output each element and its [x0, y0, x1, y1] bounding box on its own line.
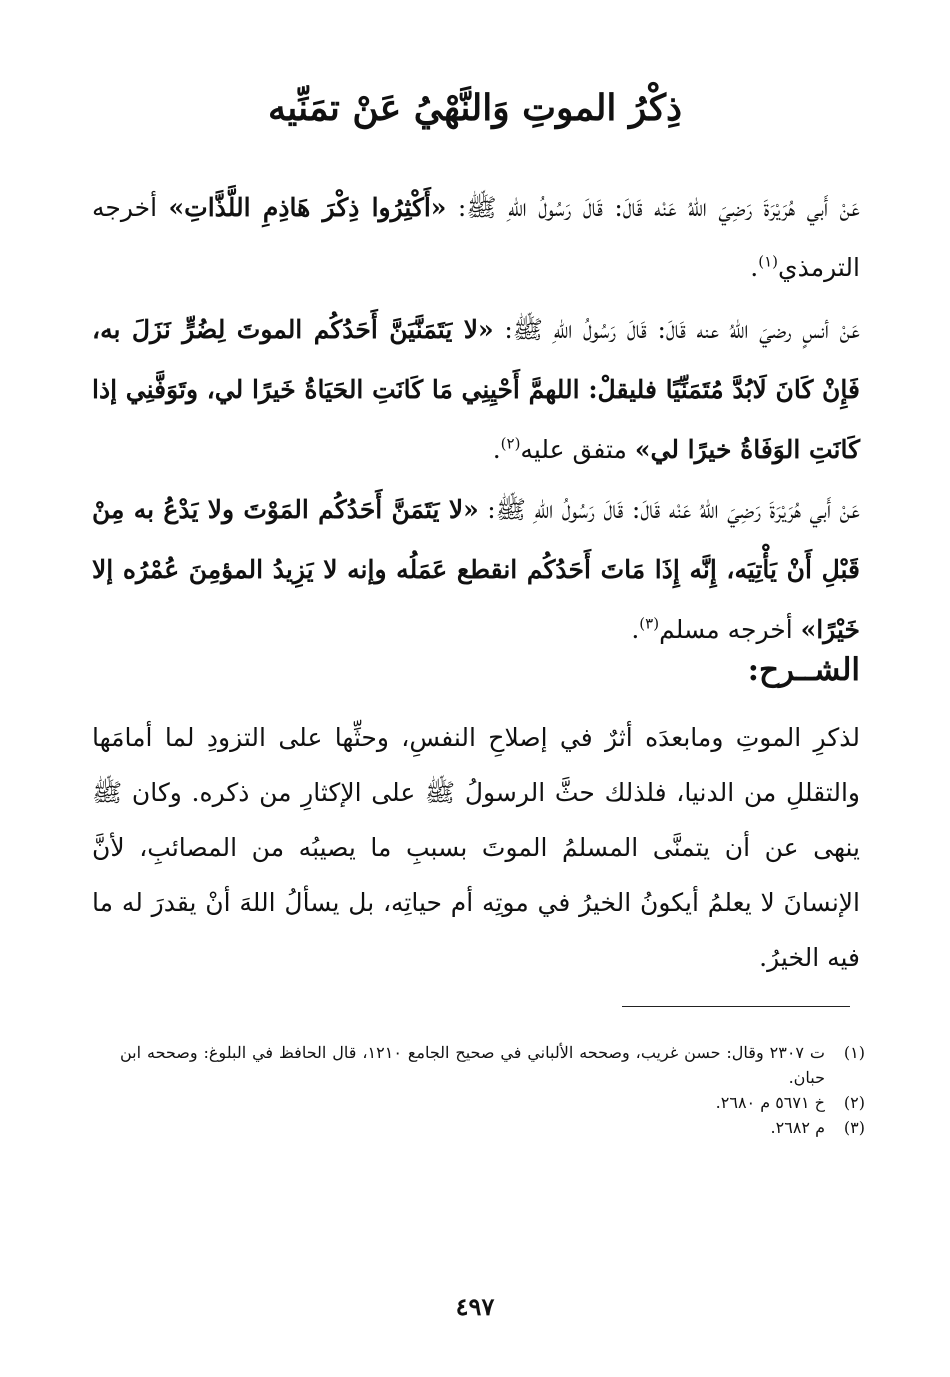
- footnote-ref: (٢): [500, 434, 521, 453]
- sharh-heading: الشــرح:: [747, 652, 860, 688]
- footnotes-list: [120, 1040, 865, 1140]
- footnote-text: خ ٥٦٧١ م ٢٦٨٠.: [715, 1093, 825, 1112]
- prophet-words: «لا يَتَمَنَّيَنَّ أَحَدُكُم الموتَ لِضُرٍّ نَزَلَ به، فَإِنْ كَانَ لَابُدَّ مُتَمَنِّيًا فليقلْ: اللهمَّ أَحْيِنِي مَا كَانَتِ الحَيَاةُ خَيرًا لي، وتَوَفَّنِي إذا كَانَتِ الوَفَاةُ خيرًا لي»: [92, 315, 860, 464]
- hadith-intro: عَنْ أَبي هُرَيْرَةَ رَضِيَ اللهُ عَنْه قَالَ: قَالَ رَسُولُ اللهِ ﷺ:: [446, 193, 860, 222]
- hadith-1: [92, 178, 860, 298]
- hadith-3: [92, 480, 860, 660]
- chapter-title: ذِكْرُ الموتِ وَالنَّهْيُ عَنْ تمَنِّيه: [268, 87, 682, 129]
- hadith-end: .: [492, 435, 501, 464]
- prophet-words: «أَكْثِرُوا ذِكْرَ هَاذِمِ اللَّذَّاتِ»: [168, 193, 447, 222]
- hadith-end: .: [631, 615, 640, 644]
- footnote-item: [120, 1040, 865, 1090]
- footnote-number: (٢): [843, 1093, 865, 1112]
- hadith-intro: عَنْ أنسٍ رضيَ اللهُ عنه قَالَ: قَالَ رَسُولُ اللهِ ﷺ:: [493, 315, 860, 344]
- footnote-ref: (٣): [639, 614, 660, 633]
- prophet-words: «لا يَتَمَنَّ أَحَدُكُم المَوْتَ ولا يَدْعُ به مِنْ قَبْلِ أَنْ يَأْتِيَه، إِنَّه إِذَا مَاتَ أَحَدُكُم انقطع عَمَلُه وإنه لا يَزِيدُ المؤمِنَ عُمْرُه إلا خَيْرًا»: [92, 495, 860, 644]
- page-number: ٤٩٧: [455, 1292, 495, 1321]
- footnote-text: م ٢٦٨٢.: [770, 1118, 825, 1137]
- footnote-ref: (١): [758, 252, 779, 271]
- footnote-number: (١): [843, 1043, 865, 1062]
- footnote-number: (٣): [843, 1118, 865, 1137]
- hadith-intro: عَنْ أَبي هُرَيْرَةَ رَضِيَ اللهُ عَنْه قَالَ: قَالَ رَسُولُ اللهِ ﷺ:: [478, 495, 860, 524]
- hadith-source: متفق عليه: [520, 435, 635, 464]
- footnote-item: [120, 1090, 865, 1115]
- hadith-source: أخرجه الترمذي: [92, 193, 860, 282]
- footnote-divider: [622, 1006, 850, 1007]
- hadith-2: [92, 300, 860, 480]
- footnote-text: ت ٢٣٠٧ وقال: حسن غريب، وصححه الألباني في صحيح الجامع ١٢١٠، قال الحافظ في البلوغ: وصححه ابن حبان.: [120, 1043, 825, 1087]
- sharh-body: لذكرِ الموتِ ومابعدَه أثرٌ في إصلاحِ النفسِ، وحثِّها على التزودِ لما أمامَها والتقللِ من الدنيا، فلذلك حثَّ الرسولُ ﷺ على الإكثارِ من ذكره. وكان ﷺ ينهى عن أن يتمنَّى المسلمُ الموتَ بسببِ ما يصيبُه من المصائبِ، لأنَّ الإنسانَ لا يعلمُ أيكونُ الخيرُ في موتِه أم حياتِه، بل يسألُ اللهَ أنْ يقدرَ له ما فيه الخيرُ.: [92, 723, 860, 972]
- hadith-end: .: [750, 253, 759, 282]
- footnote-item: [120, 1115, 865, 1140]
- hadith-source: أخرجه مسلم: [659, 615, 801, 644]
